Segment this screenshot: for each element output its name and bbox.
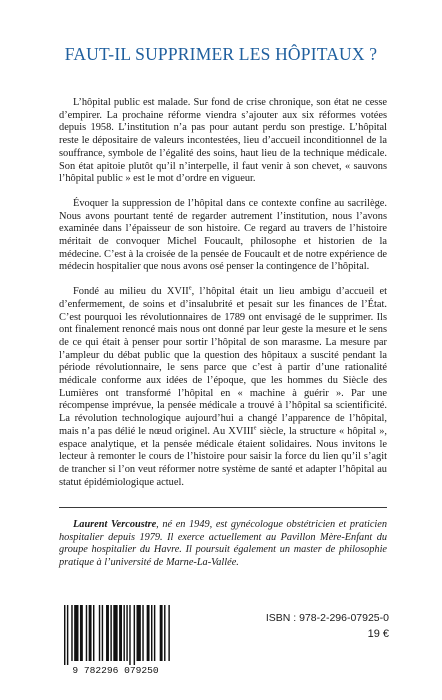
barcode-bar: [119, 605, 122, 661]
author-name: Laurent Vercoustre: [73, 519, 157, 530]
barcode-bar: [86, 605, 87, 661]
paragraph-1: L’hôpital public est malade. Sur fond de crise chronique, son état ne cesse d’empirer. La prochaine réforme viendra s’ajouter aux six réformes votées depuis 1958. L’institution n’a pas pour autant perdu son prestige. L’hôpital reste le dépositaire de valeurs incontestées, lieu d’accueil inconditionnel de la souffrance, symbole de l’égalité des soins, haut lieu de la technique médicale. Son état apitoie plutôt qu’il n’interpelle, il faut venir à son chevet, « sauvons l’hôpital public » est le mot d’ordre en vigueur.: [59, 97, 387, 185]
barcode-bar: [110, 605, 111, 661]
separator-rule: [59, 507, 387, 508]
barcode-bar: [113, 605, 117, 661]
barcode-bar: [164, 605, 165, 661]
barcode-bar: [99, 605, 100, 661]
barcode-bar: [134, 605, 135, 665]
barcode-bar: [147, 605, 150, 661]
book-title: FAUT-IL SUPPRIMER LES HÔPITAUX ?: [64, 44, 378, 64]
barcode-bar: [67, 605, 68, 665]
barcode-bar: [168, 605, 169, 661]
back-cover-text: [59, 97, 387, 489]
barcode-bar: [102, 605, 103, 661]
barcode-bar: [71, 605, 72, 661]
barcode-bar: [80, 605, 83, 661]
author-bio-text: , né en 1949, est gynécologue obstétricien et praticien hospitalier depuis 1979. Il exerce actuellement au Pavillon Mère-Enfant du groupe hospitalier du Havre. Il poursuit également un master de philosophie pratique à l’université de Marne-La-Vallée.: [59, 519, 387, 569]
superscript-e-2: e: [253, 424, 257, 432]
barcode-digits: 9 782296 079250: [72, 665, 159, 675]
barcode-bar: [151, 605, 152, 661]
superscript-e: e: [188, 284, 192, 292]
barcode-bar: [74, 605, 78, 661]
barcode-bar: [126, 605, 127, 661]
paragraph-3-part-a: Fondé au milieu du XVII: [73, 286, 189, 298]
barcode-bar: [106, 605, 109, 661]
barcode-bar: [154, 605, 155, 661]
author-bio: [59, 519, 387, 570]
price: 19 €: [367, 628, 389, 640]
barcode-bar: [142, 605, 143, 661]
barcode: [57, 603, 174, 675]
barcode-bar: [123, 605, 124, 661]
barcode-bar: [160, 605, 163, 661]
barcode-bar: [93, 605, 94, 661]
barcode-bar: [89, 605, 92, 661]
barcode-bar: [129, 605, 130, 665]
paragraph-3-part-c: siècle, la structure « hôpital », espace analytique, et la pensée médicale étaient solidaires. Nous invitons le lecteur à remonter le cours de l’histoire pour saisir la force du lien qu’il s’agit de trancher si l’on veut réformer notre système de santé et adapter l’hôpital au statut épidémiologique actuel.: [59, 425, 387, 488]
barcode-bar: [137, 605, 141, 661]
barcode-bar: [64, 605, 65, 665]
paragraph-3-part-b: , l’hôpital était un lieu ambigu d’accueil et d’enfermement, de soins et d’insalubrité et pesait sur les finances de l’État. C’est pourquoi les révolutionnaires de 1789 ont envisagé de le supprimer. Ils ont finalement renoncé mais nous ont donné par leur geste la mesure et le sens de ce qui était à penser pour sortir l’hôpital de son marasme. La mesure par l’ampleur du débat public que la question des hôpitaux a suscité pendant la période révolutionnaire, le sens parce que c’est à partir d’une rationalité médicale conforme aux idées de l’époque, que les hommes du Siècle des Lumières ont transformé l’hôpital en « machine à guérir ». Par une récompense imprévue, la pensée médicale a trouvé à l’hôpital sa scientificité. La révolution technologique aujourd’hui a changé l’apparence de l’hôpital, mais n’a pas délié le nœud originel. Au XVIII: [59, 286, 387, 437]
isbn: ISBN : 978-2-296-07925-0: [265, 612, 389, 624]
paragraph-2: Évoquer la suppression de l’hôpital dans ce contexte confine au sacrilège. Nous avons pourtant tenté de regarder autrement l’institution, nous l’avons examinée dans l’épaisseur de son histoire. Ce regard au travers de l’histoire méritait de convoquer Michel Foucault, philosophe et historien de la médecine. C’est à la croisée de la pensée de Foucault et de notre expérience de médecin hospitalier que nous avons osé penser la contingence de l’hôpital.: [59, 197, 387, 273]
paragraph-3: [59, 286, 387, 489]
